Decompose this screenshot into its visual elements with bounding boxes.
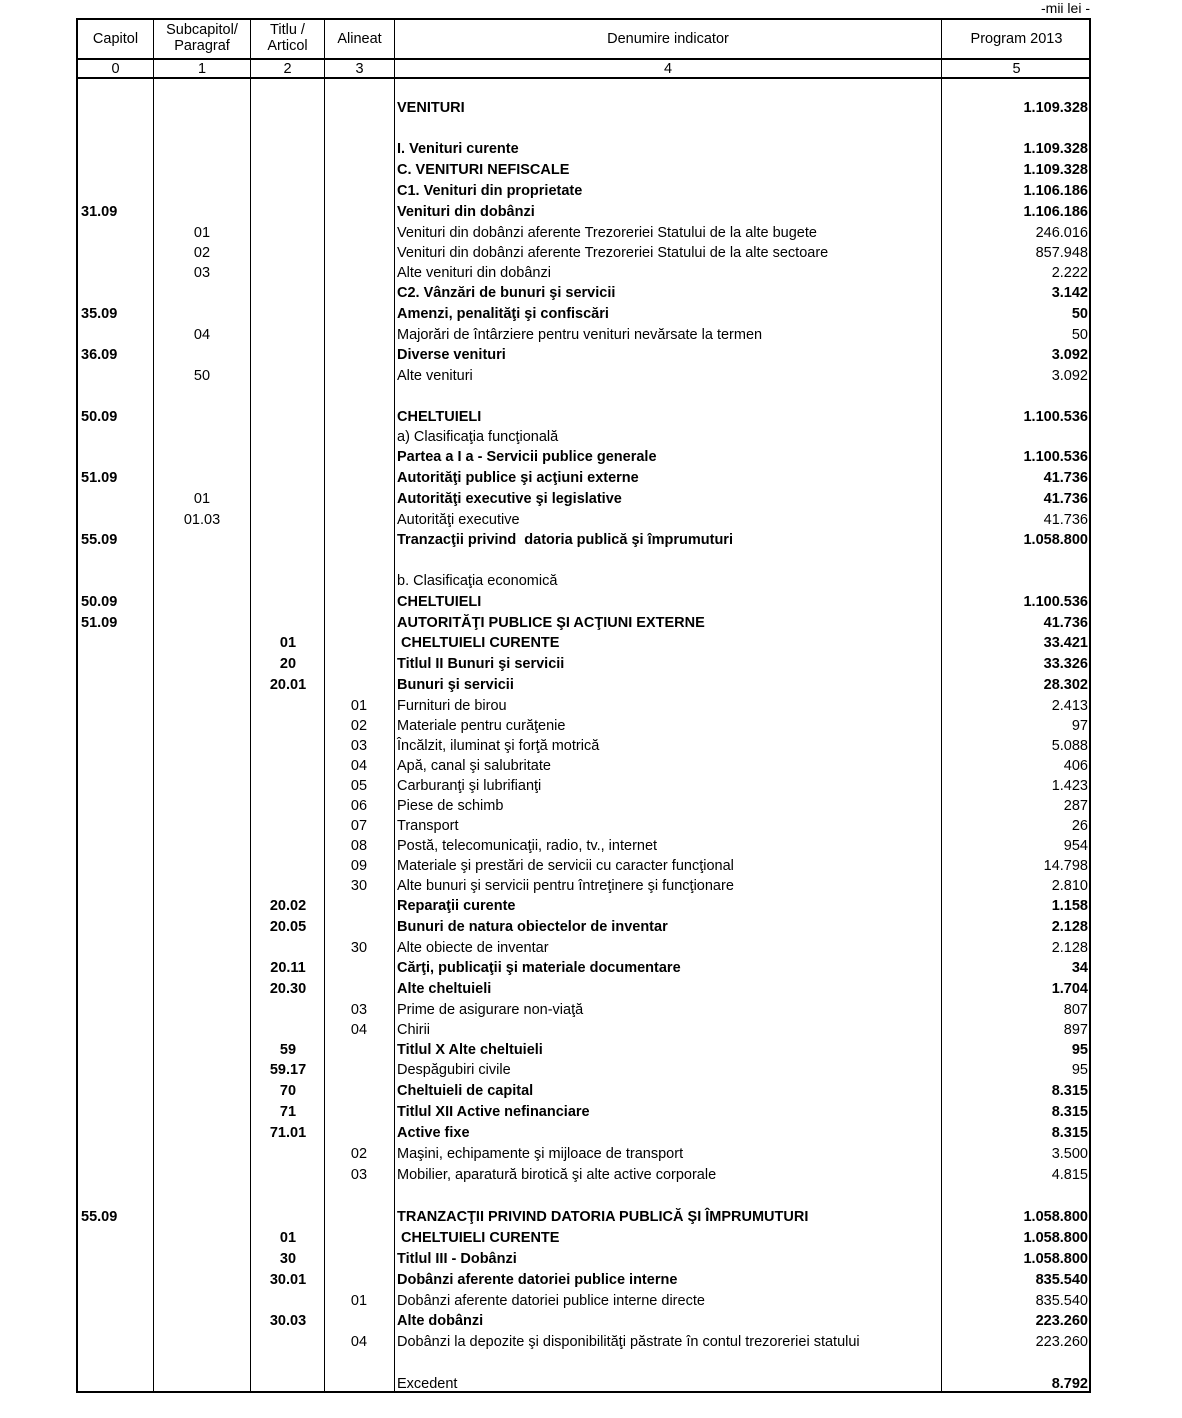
cell-denumire: Încălzit, iluminat şi forţă motrică <box>397 738 600 754</box>
column-number: 2 <box>283 61 292 77</box>
cell-denumire: CHELTUIELI CURENTE <box>397 635 560 651</box>
cell-program: 4.815 <box>1051 1167 1088 1183</box>
column-number: 0 <box>111 61 120 77</box>
cell-denumire: Alte bunuri şi servicii pentru întreţinere şi funcţionare <box>397 878 734 894</box>
cell-subcapitol: 50 <box>193 368 211 384</box>
cell-capitol: 36.09 <box>81 347 118 363</box>
cell-program: 5.088 <box>1051 738 1088 754</box>
cell-capitol: 31.09 <box>81 204 118 220</box>
cell-titlu: 01 <box>279 635 297 651</box>
table-row <box>78 960 1089 980</box>
table-row <box>78 573 1089 593</box>
cell-program: 3.092 <box>1051 368 1088 384</box>
cell-titlu: 20.01 <box>269 677 307 693</box>
cell-denumire: Autorităţi executive şi legislative <box>397 491 622 507</box>
column-number: 4 <box>663 61 673 77</box>
column-number: 1 <box>197 61 207 77</box>
header-subcapitol-line2: Paragraf <box>174 38 230 54</box>
cell-program: 2.222 <box>1051 265 1088 281</box>
table-row <box>78 306 1089 326</box>
cell-program: 2.128 <box>1051 940 1088 956</box>
table-row <box>78 285 1089 305</box>
cell-capitol: 55.09 <box>81 532 118 548</box>
table-row <box>78 368 1089 388</box>
cell-program: 34 <box>1071 960 1088 976</box>
header-titlu <box>251 22 324 54</box>
table-row <box>78 635 1089 655</box>
cell-titlu: 01 <box>279 1230 297 1246</box>
cell-denumire: Bunuri şi servicii <box>397 677 514 693</box>
cell-program: 50 <box>1071 306 1088 322</box>
cell-program: 1.109.328 <box>1023 100 1088 116</box>
cell-program: 95 <box>1071 1062 1088 1078</box>
cell-denumire: Dobânzi aferente datoriei publice interne <box>397 1272 678 1288</box>
table-row <box>78 1042 1089 1062</box>
table-row <box>78 1104 1089 1124</box>
cell-program: 835.540 <box>1035 1272 1088 1288</box>
cell-program: 897 <box>1063 1022 1088 1038</box>
header-subcapitol <box>154 22 250 54</box>
cell-program: 8.315 <box>1051 1104 1088 1120</box>
cell-program: 3.142 <box>1051 285 1088 301</box>
cell-alineat: 09 <box>350 858 368 874</box>
cell-alineat: 04 <box>350 1022 368 1038</box>
cell-titlu: 30 <box>279 1251 297 1267</box>
table-row <box>78 898 1089 918</box>
unit-label: -mii lei - <box>1041 0 1090 16</box>
table-row <box>78 1083 1089 1103</box>
cell-alineat: 07 <box>350 818 368 834</box>
table-row <box>78 1272 1089 1292</box>
cell-program: 954 <box>1063 838 1088 854</box>
cell-program: 223.260 <box>1035 1313 1088 1329</box>
cell-program: 8.315 <box>1051 1125 1088 1141</box>
cell-program: 835.540 <box>1035 1293 1088 1309</box>
cell-program: 1.158 <box>1051 898 1088 914</box>
cell-alineat: 03 <box>350 1002 368 1018</box>
cell-program: 33.421 <box>1043 635 1088 651</box>
table-row <box>78 858 1089 878</box>
cell-denumire: CHELTUIELI <box>397 409 482 425</box>
cell-denumire: Prime de asigurare non-viaţă <box>397 1002 584 1018</box>
cell-denumire: Alte venituri <box>397 368 473 384</box>
cell-alineat: 02 <box>350 718 368 734</box>
cell-titlu: 71.01 <box>269 1125 307 1141</box>
cell-denumire: CHELTUIELI CURENTE <box>397 1230 560 1246</box>
cell-program: 857.948 <box>1035 245 1088 261</box>
cell-program: 8.792 <box>1051 1376 1088 1392</box>
cell-titlu: 20.11 <box>270 960 306 976</box>
cell-program: 26 <box>1071 818 1088 834</box>
cell-program: 41.736 <box>1043 512 1088 528</box>
cell-subcapitol: 04 <box>193 327 211 343</box>
cell-denumire: b. Clasificaţia economică <box>397 573 558 589</box>
header-denumire: Denumire indicator <box>607 31 729 47</box>
cell-alineat: 06 <box>350 798 368 814</box>
cell-titlu: 30.01 <box>269 1272 307 1288</box>
header-capitol: Capitol <box>92 31 139 47</box>
cell-denumire: Dobânzi la depozite şi disponibilităţi păstrate în contul trezoreriei statului <box>397 1334 860 1350</box>
cell-program: 1.058.800 <box>1023 1251 1088 1267</box>
table-row <box>78 141 1089 161</box>
cell-subcapitol: 03 <box>193 265 211 281</box>
cell-alineat: 04 <box>350 758 368 774</box>
table-row <box>78 615 1089 635</box>
column-number: 3 <box>355 61 364 77</box>
cell-program: 1.106.186 <box>1023 183 1088 199</box>
cell-subcapitol: 01.03 <box>183 512 221 528</box>
cell-alineat: 03 <box>350 1167 368 1183</box>
cell-denumire: Dobânzi aferente datoriei publice interne directe <box>397 1293 705 1309</box>
cell-program: 223.260 <box>1035 1334 1088 1350</box>
cell-alineat: 01 <box>350 1293 368 1309</box>
cell-denumire: Autorităţi executive <box>397 512 520 528</box>
cell-titlu: 20.30 <box>269 981 307 997</box>
cell-denumire: Tranzacţii privind datoria publică şi împrumuturi <box>397 532 733 548</box>
cell-denumire: Titlul XII Active nefinanciare <box>397 1104 590 1120</box>
table-row <box>78 1146 1089 1166</box>
cell-program: 1.109.328 <box>1023 141 1088 157</box>
cell-alineat: 30 <box>350 878 368 894</box>
cell-denumire: Piese de schimb <box>397 798 504 814</box>
cell-denumire: VENITURI <box>397 100 465 116</box>
cell-program: 3.500 <box>1051 1146 1088 1162</box>
table-row <box>78 1125 1089 1145</box>
table-row <box>78 940 1089 960</box>
cell-program: 1.100.536 <box>1023 449 1088 465</box>
header-titlu-line1: Titlu / <box>270 22 305 38</box>
table-row <box>78 798 1089 818</box>
table-row <box>78 1293 1089 1313</box>
cell-denumire: Transport <box>397 818 459 834</box>
cell-denumire: I. Venituri curente <box>397 141 519 157</box>
table-row <box>78 470 1089 490</box>
cell-denumire: Postă, telecomunicaţii, radio, tv., internet <box>397 838 658 854</box>
column-number: 5 <box>1012 61 1021 77</box>
table-row <box>78 738 1089 758</box>
cell-program: 807 <box>1063 1002 1088 1018</box>
cell-program: 246.016 <box>1035 225 1088 241</box>
table-row <box>78 1062 1089 1082</box>
cell-denumire: Partea a I a - Servicii publice generale <box>397 449 657 465</box>
cell-program: 1.058.800 <box>1023 532 1088 548</box>
cell-denumire: Venituri din dobânzi aferente Trezoreriei Statului de la alte bugete <box>397 225 817 241</box>
table-row <box>78 429 1089 449</box>
cell-denumire: Alte venituri din dobânzi <box>397 265 551 281</box>
table-row <box>78 491 1089 511</box>
cell-denumire: Titlul X Alte cheltuieli <box>397 1042 543 1058</box>
cell-denumire: Materiale şi prestări de servicii cu caracter funcţional <box>397 858 734 874</box>
table-row <box>78 1230 1089 1250</box>
table-row <box>78 1209 1089 1229</box>
table-row <box>78 677 1089 697</box>
cell-titlu: 20.02 <box>269 898 307 914</box>
table-row <box>78 162 1089 182</box>
table-row <box>78 512 1089 532</box>
table-row <box>78 1251 1089 1271</box>
table-row <box>78 838 1089 858</box>
table-row <box>78 245 1089 265</box>
cell-denumire: Diverse venituri <box>397 347 506 363</box>
header-program: Program 2013 <box>970 31 1063 47</box>
cell-denumire: Venituri din dobânzi <box>397 204 535 220</box>
header-divider <box>78 77 1089 79</box>
header-titlu-line2: Articol <box>267 38 308 54</box>
cell-program: 2.413 <box>1051 698 1088 714</box>
cell-titlu: 59.17 <box>269 1062 307 1078</box>
cell-denumire: Reparaţii curente <box>397 898 516 914</box>
cell-program: 50 <box>1071 327 1088 343</box>
cell-titlu: 20 <box>279 656 297 672</box>
cell-program: 1.109.328 <box>1023 162 1088 178</box>
table-row <box>78 183 1089 203</box>
table-row <box>78 878 1089 898</box>
cell-titlu: 71 <box>279 1104 297 1120</box>
cell-denumire: Chirii <box>397 1022 431 1038</box>
cell-titlu: 59 <box>279 1042 297 1058</box>
cell-subcapitol: 01 <box>193 225 211 241</box>
cell-program: 1.058.800 <box>1023 1230 1088 1246</box>
cell-denumire: Alte dobânzi <box>397 1313 484 1329</box>
table-row <box>78 409 1089 429</box>
cell-denumire: C2. Vânzări de bunuri şi servicii <box>397 285 616 301</box>
cell-denumire: Alte cheltuieli <box>397 981 492 997</box>
cell-titlu: 70 <box>279 1083 297 1099</box>
cell-alineat: 03 <box>350 738 368 754</box>
cell-denumire: Mobilier, aparatură birotică şi alte active corporale <box>397 1167 717 1183</box>
cell-denumire: Cheltuieli de capital <box>397 1083 534 1099</box>
cell-alineat: 02 <box>350 1146 368 1162</box>
table-row <box>78 698 1089 718</box>
table-row <box>78 778 1089 798</box>
cell-program: 2.810 <box>1051 878 1088 894</box>
cell-program: 1.423 <box>1051 778 1088 794</box>
cell-program: 41.736 <box>1043 470 1088 486</box>
cell-program: 1.100.536 <box>1023 594 1088 610</box>
cell-denumire: Bunuri de natura obiectelor de inventar <box>397 919 668 935</box>
table-row <box>78 327 1089 347</box>
table-row <box>78 100 1089 120</box>
table-row <box>78 1022 1089 1042</box>
cell-subcapitol: 01 <box>193 491 211 507</box>
cell-denumire: Carburanţi şi lubrifianţi <box>397 778 542 794</box>
table-row <box>78 1334 1089 1354</box>
table-row <box>78 1002 1089 1022</box>
cell-denumire: CHELTUIELI <box>397 594 482 610</box>
cell-denumire: Materiale pentru curăţenie <box>397 718 566 734</box>
cell-program: 1.058.800 <box>1023 1209 1088 1225</box>
cell-titlu: 30.03 <box>269 1313 307 1329</box>
cell-denumire: Titlul III - Dobânzi <box>397 1251 517 1267</box>
cell-denumire: Maşini, echipamente şi mijloace de transport <box>397 1146 684 1162</box>
table-row <box>78 981 1089 1001</box>
table-row <box>78 347 1089 367</box>
table-row <box>78 204 1089 224</box>
cell-program: 97 <box>1071 718 1088 734</box>
cell-denumire: Majorări de întârziere pentru venituri nevărsate la termen <box>397 327 763 343</box>
cell-denumire: Despăgubiri civile <box>397 1062 511 1078</box>
budget-table <box>76 18 1091 1393</box>
cell-program: 1.100.536 <box>1023 409 1088 425</box>
cell-program: 8.315 <box>1051 1083 1088 1099</box>
cell-alineat: 30 <box>350 940 368 956</box>
cell-titlu: 20.05 <box>269 919 307 935</box>
cell-program: 1.704 <box>1051 981 1088 997</box>
cell-denumire: Titlul II Bunuri şi servicii <box>397 656 565 672</box>
table-row <box>78 1313 1089 1333</box>
cell-capitol: 55.09 <box>81 1209 118 1225</box>
cell-program: 95 <box>1071 1042 1088 1058</box>
cell-denumire: Autorităţi publice şi acţiuni externe <box>397 470 639 486</box>
cell-alineat: 08 <box>350 838 368 854</box>
cell-capitol: 51.09 <box>81 470 118 486</box>
cell-denumire: AUTORITĂŢI PUBLICE ŞI ACŢIUNI EXTERNE <box>397 615 705 631</box>
cell-denumire: Active fixe <box>397 1125 470 1141</box>
cell-program: 33.326 <box>1043 656 1088 672</box>
cell-alineat: 01 <box>350 698 368 714</box>
cell-program: 3.092 <box>1051 347 1088 363</box>
cell-denumire: Alte obiecte de inventar <box>397 940 549 956</box>
cell-denumire: Venituri din dobânzi aferente Trezoreriei Statului de la alte sectoare <box>397 245 829 261</box>
table-row <box>78 449 1089 469</box>
cell-program: 2.128 <box>1051 919 1088 935</box>
cell-program: 41.736 <box>1043 491 1088 507</box>
cell-denumire: C. VENITURI NEFISCALE <box>397 162 570 178</box>
cell-program: 1.106.186 <box>1023 204 1088 220</box>
cell-capitol: 51.09 <box>81 615 118 631</box>
header-subcapitol-line1: Subcapitol/ <box>166 22 238 38</box>
table-row <box>78 265 1089 285</box>
cell-subcapitol: 02 <box>193 245 211 261</box>
cell-program: 28.302 <box>1043 677 1088 693</box>
header-divider <box>78 58 1089 60</box>
table-row <box>78 594 1089 614</box>
cell-denumire: Amenzi, penalităţi şi confiscări <box>397 306 609 322</box>
cell-denumire: Excedent <box>397 1376 458 1392</box>
header-alineat: Alineat <box>337 31 382 47</box>
cell-program: 41.736 <box>1043 615 1088 631</box>
cell-capitol: 35.09 <box>81 306 118 322</box>
cell-alineat: 05 <box>350 778 368 794</box>
table-row <box>78 225 1089 245</box>
cell-capitol: 50.09 <box>81 594 118 610</box>
cell-program: 406 <box>1063 758 1088 774</box>
cell-denumire: Apă, canal şi salubritate <box>397 758 551 774</box>
cell-program: 287 <box>1063 798 1088 814</box>
table-row <box>78 1167 1089 1187</box>
table-row <box>78 919 1089 939</box>
cell-capitol: 50.09 <box>81 409 118 425</box>
table-row <box>78 1376 1089 1396</box>
table-row <box>78 758 1089 778</box>
cell-denumire: a) Clasificaţia funcţională <box>397 429 559 445</box>
cell-denumire: Furnituri de birou <box>397 698 507 714</box>
cell-alineat: 04 <box>350 1334 368 1350</box>
cell-program: 14.798 <box>1043 858 1088 874</box>
table-row <box>78 818 1089 838</box>
table-row <box>78 532 1089 552</box>
cell-denumire: C1. Venituri din proprietate <box>397 183 583 199</box>
table-row <box>78 656 1089 676</box>
cell-denumire: TRANZACŢII PRIVIND DATORIA PUBLICĂ ŞI ÎMPRUMUTURI <box>397 1209 809 1225</box>
cell-denumire: Cărţi, publicaţii şi materiale documentare <box>397 960 681 976</box>
table-row <box>78 718 1089 738</box>
